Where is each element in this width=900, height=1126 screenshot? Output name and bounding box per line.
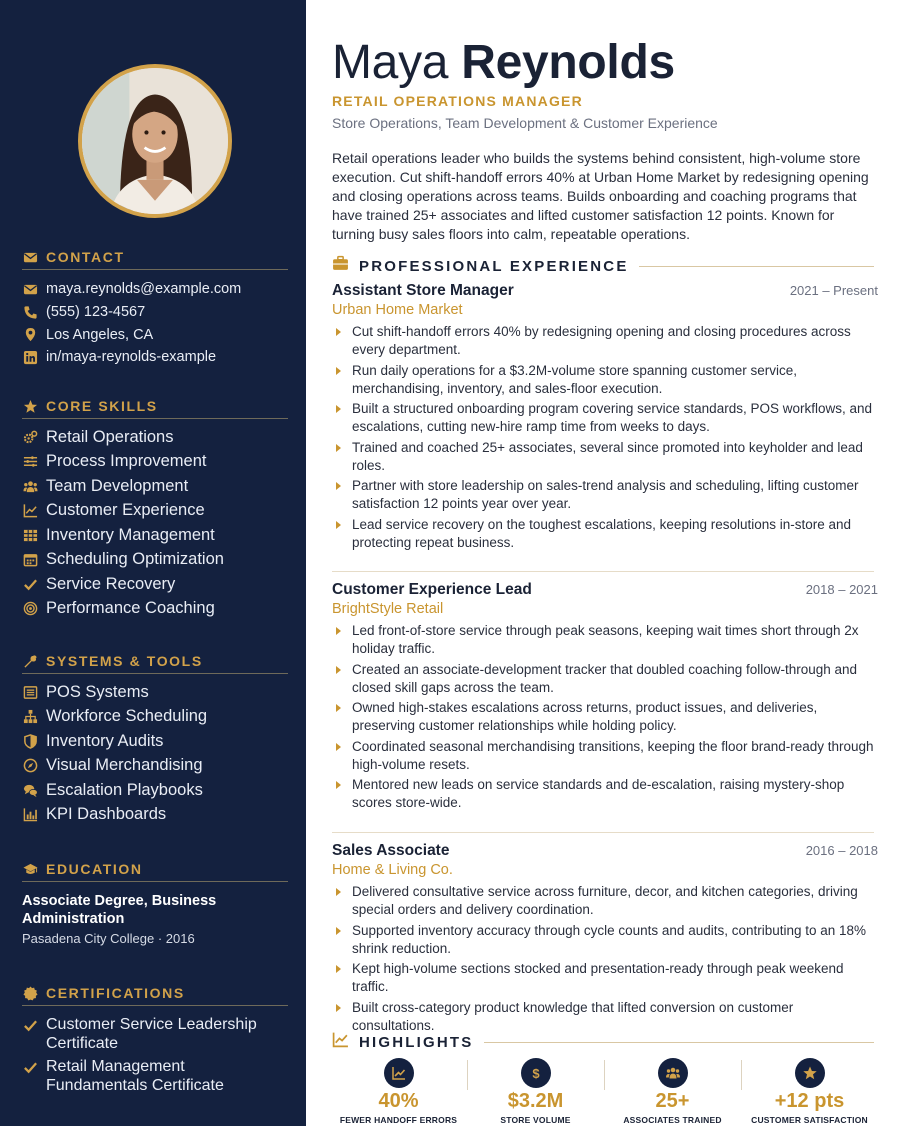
job-entry <box>332 842 878 1037</box>
dollar-icon <box>521 1058 551 1088</box>
job-bullet: Delivered consultative service across furniture, decor, and kitchen categories, driving special orders and delivery coordination. <box>332 883 878 919</box>
job-bullet: Cut shift-handoff errors 40% by redesigning opening and closing procedures across every department. <box>332 323 878 359</box>
highlight-card <box>467 1058 604 1126</box>
shield-icon <box>22 733 38 749</box>
certification-item: Retail Management Fundamentals Certificate <box>22 1058 288 1095</box>
job-bullet: Owned high-stakes escalations across returns, product issues, and deliveries, preserving customer relationships while holding policy. <box>332 699 878 735</box>
trend-up-icon <box>384 1058 414 1088</box>
job-dates: 2016 – 2018 <box>805 843 878 858</box>
skill-item: Process Improvement <box>22 450 288 475</box>
target-icon <box>22 601 38 617</box>
profile-photo <box>78 64 232 218</box>
tool-item: Visual Merchandising <box>22 754 288 779</box>
job-bullet: Mentored new leads on service standards and de-escalation, raising mystery-shop scores store-wide. <box>332 776 878 812</box>
tools-heading: SYSTEMS & TOOLS <box>22 653 288 674</box>
certifications-heading: CERTIFICATIONS <box>22 985 288 1006</box>
job-divider <box>332 832 874 833</box>
sidebar <box>0 0 306 1126</box>
experience-heading: PROFESSIONAL EXPERIENCE <box>332 255 874 277</box>
job-bullet: Led front-of-store service through peak seasons, keeping wait times short through 2x holiday traffic. <box>332 622 878 658</box>
job-bullet: Lead service recovery on the toughest escalations, keeping resolutions in-store and protecting repeat business. <box>332 516 878 552</box>
calendar-icon <box>22 552 38 568</box>
tool-item: KPI Dashboards <box>22 803 288 828</box>
star-icon <box>795 1058 825 1088</box>
phone-icon <box>22 304 38 320</box>
highlight-value: $3.2M <box>507 1090 564 1112</box>
highlight-value: 40% <box>378 1090 419 1112</box>
highlight-card <box>604 1058 741 1126</box>
skill-item: Team Development <box>22 474 288 499</box>
bar-chart-icon <box>22 807 38 823</box>
highlight-label: CUSTOMER SATISFACTION <box>751 1115 868 1125</box>
gears-icon <box>22 429 38 445</box>
job-bullet: Built a structured onboarding program covering service standards, POS workflows, and escalations, cutting new-hire ramp time from weeks to days. <box>332 400 878 436</box>
contact-email[interactable]: maya.reynolds@example.com <box>22 278 288 301</box>
education-section <box>22 861 288 946</box>
highlight-card <box>330 1058 467 1126</box>
skill-item: Inventory Management <box>22 523 288 548</box>
job-role: RETAIL OPERATIONS MANAGER <box>332 93 583 109</box>
summary: Retail operations leader who builds the systems behind consistent, high-volume store execution. Cut shift-handoff errors 40% at Urban Home Market by redesigning opening and closing operations across teams. Builds onboarding and coaching programs that have trained 25+ associates and lifted customer satisfaction 12 points. Known for turning busy sales floors into calm, repeatable operations. <box>332 150 869 242</box>
sitemap-icon <box>22 709 38 725</box>
job-bullet: Run daily operations for a $3.2M-volume store spanning customer service, merchandising, inventory, and sales-floor execution. <box>332 362 878 398</box>
job-divider <box>332 571 874 572</box>
education-school: Pasadena City College · 2016 <box>22 931 195 946</box>
job-title: Assistant Store Manager <box>332 282 514 299</box>
skill-item: Scheduling Optimization <box>22 548 288 573</box>
job-bullet: Coordinated seasonal merchandising transitions, keeping the floor brand-ready through high-volume resets. <box>332 738 878 774</box>
job-company: Urban Home Market <box>332 302 463 318</box>
highlight-value: 25+ <box>655 1090 690 1112</box>
contact-section <box>22 249 288 369</box>
job-title: Customer Experience Lead <box>332 581 532 598</box>
tools-section <box>22 653 288 827</box>
chat-icon <box>22 782 38 798</box>
tool-item: Escalation Playbooks <box>22 778 288 803</box>
graduation-cap-icon <box>22 861 38 877</box>
compass-icon <box>22 758 38 774</box>
job-company: BrightStyle Retail <box>332 601 444 617</box>
check-icon <box>22 576 38 592</box>
envelope-icon <box>22 281 38 297</box>
job-bullet: Trained and coached 25+ associates, several since promoted into keyholder and lead roles. <box>332 439 878 475</box>
education-degree: Associate Degree, Business Administration <box>22 893 217 927</box>
boxes-icon <box>22 527 38 543</box>
skill-item: Service Recovery <box>22 572 288 597</box>
trend-chart-icon <box>22 503 38 519</box>
highlight-card <box>741 1058 878 1126</box>
highlights-heading: HIGHLIGHTS <box>332 1031 874 1053</box>
contact-phone[interactable]: (555) 123-4567 <box>22 301 288 324</box>
job-dates: 2018 – 2021 <box>805 582 878 597</box>
education-heading: EDUCATION <box>22 861 288 882</box>
job-company: Home & Living Co. <box>332 862 453 878</box>
job-bullet: Kept high-volume sections stocked and presentation-ready through peak weekend traffic. <box>332 960 878 996</box>
job-entry <box>332 581 878 815</box>
location-pin-icon <box>22 327 38 343</box>
certifications-section <box>22 985 288 1100</box>
person-name: Maya Reynolds <box>332 36 675 89</box>
highlight-label: ASSOCIATES TRAINED <box>623 1115 722 1125</box>
job-dates: 2021 – Present <box>789 283 878 298</box>
contact-linkedin[interactable]: in/maya-reynolds-example <box>22 346 288 369</box>
trend-chart-icon <box>332 1031 349 1053</box>
job-bullet: Created an associate-development tracker that doubled coaching follow-through and closed skill gaps across the team. <box>332 661 878 697</box>
tool-item: POS Systems <box>22 680 288 705</box>
briefcase-icon <box>332 255 349 277</box>
heading-rule <box>639 266 874 267</box>
skills-heading: CORE SKILLS <box>22 398 288 419</box>
heading-rule <box>484 1042 875 1043</box>
job-bullet: Supported inventory accuracy through cycle counts and audits, contributing to an 18% shrink reduction. <box>332 922 878 958</box>
skill-item: Performance Coaching <box>22 597 288 622</box>
tool-item: Inventory Audits <box>22 729 288 754</box>
envelope-icon <box>22 249 38 265</box>
svg-text:$: $ <box>531 1066 540 1081</box>
job-title: Sales Associate <box>332 842 450 859</box>
job-bullet: Partner with store leadership on sales-trend analysis and scheduling, lifting customer satisfaction 12 points year over year. <box>332 477 878 513</box>
check-icon <box>22 1017 38 1033</box>
team-icon <box>22 478 38 494</box>
skills-section <box>22 398 288 621</box>
people-icon <box>658 1058 688 1088</box>
tool-item: Workforce Scheduling <box>22 705 288 730</box>
contact-location: Los Angeles, CA <box>22 323 288 346</box>
sliders-icon <box>22 454 38 470</box>
highlight-label: FEWER HANDOFF ERRORS <box>339 1115 458 1125</box>
highlight-label: STORE VOLUME <box>500 1115 571 1125</box>
list-icon <box>22 684 38 700</box>
certification-item: Customer Service Leadership Certificate <box>22 1016 288 1053</box>
skill-item: Customer Experience <box>22 499 288 524</box>
highlight-value: +12 pts <box>774 1090 845 1112</box>
linkedin-icon <box>22 349 38 365</box>
contact-heading: CONTACT <box>22 249 288 270</box>
skill-item: Retail Operations <box>22 425 288 450</box>
wrench-icon <box>22 653 38 669</box>
star-icon <box>22 398 38 414</box>
tagline: Store Operations, Team Development & Customer Experience <box>332 115 718 131</box>
portrait-image <box>82 68 228 214</box>
job-entry <box>332 282 878 554</box>
check-icon <box>22 1059 38 1075</box>
highlights-row <box>330 1058 878 1126</box>
job-bullet: Built cross-category product knowledge that lifted conversion on customer consultations. <box>332 999 878 1035</box>
badge-icon <box>22 985 38 1001</box>
